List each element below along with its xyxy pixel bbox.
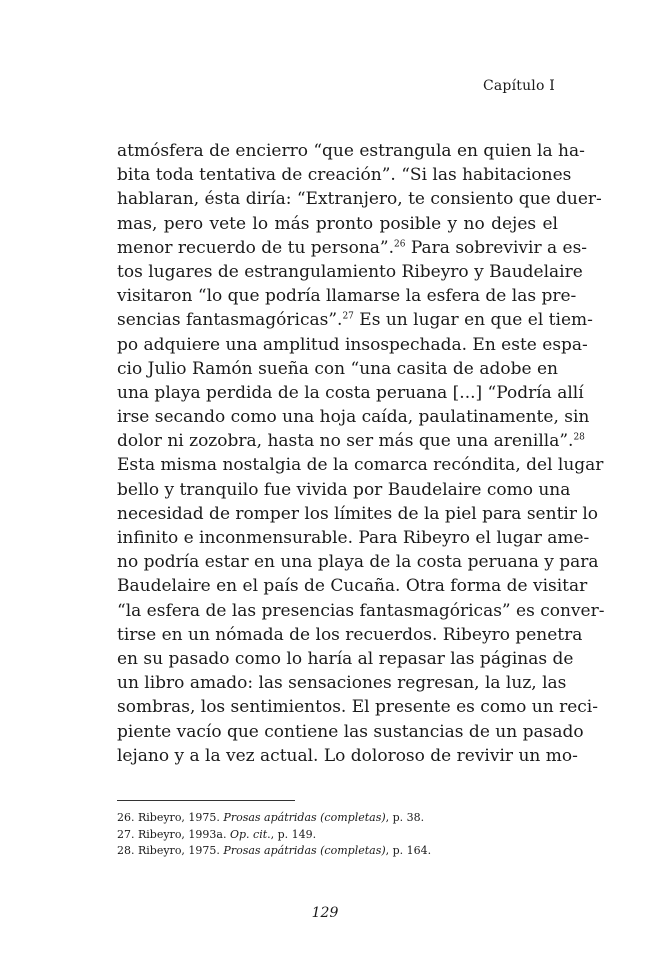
text-line: sencias fantasmagóricas”.$^{27}$ Es un lugar en que el tiem- <box>117 310 593 331</box>
text-line: hablaran, ésta diría: “Extranjero, te consiento que duer- <box>117 189 602 210</box>
text-line: tirse en un nómada de los recuerdos. Ribeyro penetra <box>117 624 583 645</box>
footnote-28: 28. Ribeyro, 1975. Prosas apátridas (completas), p. 164. <box>117 844 432 857</box>
text-line: no podría estar en una playa de la costa peruana y para <box>117 552 599 573</box>
page-number: 129 <box>311 905 339 921</box>
text-line: necesidad de romper los límites de la piel para sentir lo <box>117 503 599 524</box>
text-line: sombras, los sentimientos. El presente es como un reci- <box>117 697 598 718</box>
text-line: cio Julio Ramón sueña con “una casita de adobe en <box>117 358 558 379</box>
text-line: bita toda tentativa de creación”. “Si las habitaciones <box>117 165 572 186</box>
text-line: po adquiere una amplitud insospechada. En este espa- <box>117 334 588 355</box>
footnote-26: 26. Ribeyro, 1975. Prosas apátridas (completas), p. 38. <box>117 811 425 824</box>
text-line: infinito e inconmensurable. Para Ribeyro el lugar ame- <box>117 528 590 548</box>
footnote-ref[interactable]: 27 <box>342 311 354 322</box>
text-line: bello y tranquilo fue vivida por Baudelaire como una <box>117 479 571 500</box>
text-line: tos lugares de estrangulamiento Ribeyro y Baudelaire <box>117 261 583 282</box>
text-line: en su pasado como lo haría al repasar las páginas de <box>117 648 574 669</box>
text-line: “la esfera de las presencias fantasmagóricas” es conver- <box>117 600 605 621</box>
text-line: menor recuerdo de tu persona”.$^{26}$ Para sobrevivir a es- <box>117 237 588 258</box>
running-header: Capítulo I <box>482 78 555 94</box>
text-line: piente vacío que contiene las sustancias de un pasado <box>117 721 584 742</box>
footnote-ref[interactable]: 26 <box>394 239 406 250</box>
text-line: visitaron “lo que podría llamarse la esfera de las pre- <box>117 286 577 307</box>
text-line: Baudelaire en el país de Cucaña. Otra forma de visitar <box>117 576 588 597</box>
text-line: irse secando como una hoja caída, paulatinamente, sin <box>117 407 590 428</box>
text-line: Esta misma nostalgia de la comarca recóndita, del lugar <box>117 455 604 476</box>
text-line: dolor ni zozobra, hasta no ser más que una arenilla”.$^{28}$ <box>117 431 585 452</box>
text-line: atmósfera de encierro “que estrangula en quien la ha- <box>117 141 585 161</box>
footnote-27: 27. Ribeyro, 1993a. Op. cit., p. 149. <box>117 827 317 841</box>
text-line: un libro amado: las sensaciones regresan, la luz, las <box>117 673 567 694</box>
footnote-divider <box>117 800 295 801</box>
text-line: mas, pero vete lo más pronto posible y no dejes el <box>117 213 558 234</box>
body-text <box>117 139 605 768</box>
footnotes <box>117 810 558 860</box>
text-line: una playa perdida de la costa peruana [...] “Podría allí <box>117 382 584 403</box>
footnote-ref[interactable]: 28 <box>573 432 585 443</box>
text-line: lejano y a la vez actual. Lo doloroso de revivir un mo- <box>117 745 578 766</box>
